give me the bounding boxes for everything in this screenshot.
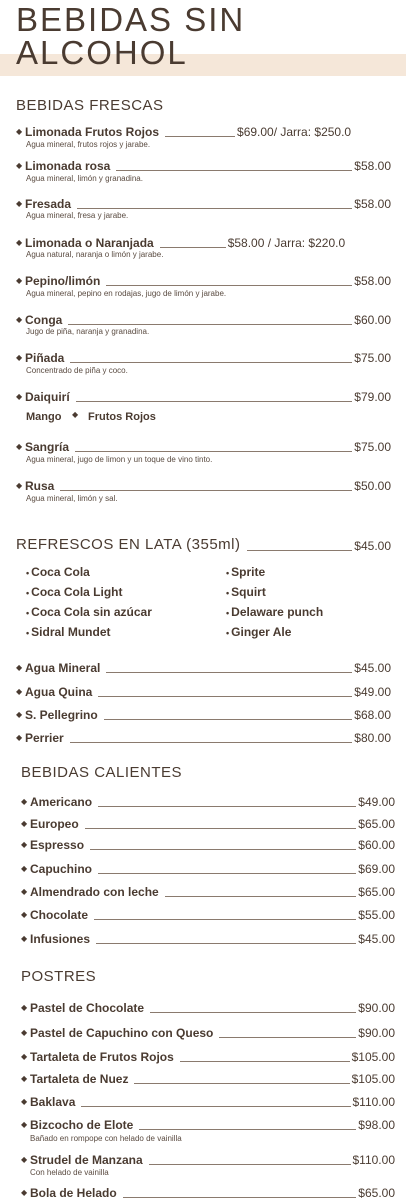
diamond-bullet-icon: ◆ [21, 910, 28, 919]
menu-item [21, 930, 395, 946]
section-title: REFRESCOS EN LATA (355ml) [16, 536, 241, 553]
can-item [26, 625, 111, 639]
leader-line [165, 896, 357, 897]
menu-item [16, 311, 391, 327]
item-description: Agua mineral, fresa y jarabe. [26, 211, 129, 220]
menu-item [21, 999, 395, 1015]
item-price: $49.00 [358, 795, 395, 809]
can-name: Ginger Ale [231, 625, 292, 639]
item-price: $80.00 [354, 731, 391, 745]
item-description: Agua mineral, jugo de limon y un toque de vino tinto. [26, 455, 213, 464]
can-item [226, 605, 323, 619]
can-name: Sidral Mundet [31, 625, 111, 639]
diamond-bullet-icon: ◆ [21, 934, 28, 943]
diamond-bullet-icon: ◆ [21, 887, 28, 896]
diamond-bullet-icon: ◆ [21, 1097, 28, 1106]
item-price: $50.00 [354, 479, 391, 493]
diamond-bullet-icon: ◆ [16, 127, 23, 136]
diamond-bullet-icon: ◆ [16, 687, 23, 696]
title-line-2: ALCOHOL [16, 34, 188, 71]
item-price: $60.00 [354, 313, 391, 327]
leader-line [90, 849, 356, 850]
leader-line [150, 1012, 356, 1013]
leader-line [98, 806, 356, 807]
leader-line [75, 451, 352, 452]
diamond-bullet-icon: ◆ [21, 797, 28, 806]
item-name: Rusa [25, 479, 55, 493]
diamond-bullet-icon: ◆ [21, 1003, 28, 1012]
item-name: Infusiones [30, 932, 91, 946]
item-name: Tartaleta de Frutos Rojos [30, 1050, 174, 1064]
item-description: Agua mineral, limón y granadina. [26, 174, 143, 183]
item-price: $45.00 [354, 661, 391, 675]
diamond-bullet-icon: ◆ [21, 1155, 28, 1164]
leader-line [104, 719, 353, 720]
menu-item [16, 659, 391, 675]
item-description: Agua mineral, frutos rojos y jarabe. [26, 140, 151, 149]
diamond-bullet-icon: ◆ [21, 1052, 28, 1061]
menu-item [21, 793, 395, 809]
item-name: Limonada o Naranjada [25, 236, 154, 250]
diamond-bullet-icon: ◆ [16, 199, 23, 208]
menu-item [21, 860, 395, 876]
menu-item [16, 729, 391, 745]
item-price: $68.00 [354, 708, 391, 722]
menu-item [21, 1024, 395, 1040]
item-name: S. Pellegrino [25, 708, 98, 722]
item-name: Conga [25, 313, 63, 327]
menu-item [21, 1184, 395, 1200]
menu-item [16, 438, 391, 454]
item-name: Sangría [25, 440, 70, 454]
menu-item [16, 123, 388, 139]
item-name: Piñada [25, 351, 65, 365]
leader-line [77, 208, 352, 209]
diamond-bullet-icon: ◆ [16, 710, 23, 719]
item-price: $110.00 [352, 1095, 395, 1109]
item-name: Chocolate [30, 908, 89, 922]
menu-item [16, 388, 391, 404]
menu-item [21, 1116, 395, 1132]
diamond-bullet-icon: ◆ [16, 733, 23, 742]
diamond-bullet-icon: ◆ [16, 353, 23, 362]
item-name: Capuchino [30, 862, 92, 876]
diamond-bullet-icon: ◆ [21, 864, 28, 873]
item-price: $65.00 [358, 817, 395, 831]
leader-line [116, 170, 352, 171]
can-item [26, 585, 123, 599]
menu-item [16, 234, 388, 250]
item-description: Agua natural, naranja o limón y jarabe. [26, 250, 164, 259]
dot-bullet-icon: • [226, 628, 230, 638]
item-price: $98.00 [358, 1118, 395, 1132]
diamond-bullet-icon: ◆ [16, 161, 23, 170]
leader-line [106, 285, 352, 286]
section-heading-lata [16, 535, 391, 553]
can-item [226, 585, 266, 599]
item-description: Agua mineral, limón y sal. [26, 494, 118, 503]
leader-line [106, 672, 352, 673]
section-heading-frescas: BEBIDAS FRESCAS [16, 97, 164, 114]
leader-line [123, 1197, 357, 1198]
item-name: Pepino/limón [25, 274, 101, 288]
diamond-bullet-icon: ◆ [16, 276, 23, 285]
item-name: Bola de Helado [30, 1186, 117, 1200]
can-item [226, 625, 291, 639]
item-name: Baklava [30, 1095, 76, 1109]
item-price: $60.00 [358, 838, 395, 852]
diamond-bullet-icon: ◆ [16, 238, 23, 247]
can-name: Coca Cola sin azúcar [31, 605, 152, 619]
item-price: $69.00/ Jarra: $250.0 [237, 125, 352, 139]
diamond-bullet-icon: ◆ [21, 1188, 28, 1197]
can-item [26, 605, 152, 619]
leader-line [165, 136, 235, 137]
section-heading-calientes: BEBIDAS CALIENTES [21, 764, 183, 781]
leader-line [68, 324, 352, 325]
leader-line [219, 1037, 356, 1038]
dot-bullet-icon: • [26, 588, 30, 598]
item-description: Agua mineral, pepino en rodajas, jugo de limón y jarabe. [26, 289, 227, 298]
leader-line [149, 1164, 351, 1165]
leader-line [180, 1061, 350, 1062]
can-name: Coca Cola Light [31, 585, 123, 599]
daiquiri-flavor: Frutos Rojos [88, 411, 156, 423]
item-price: $79.00 [354, 390, 391, 404]
item-name: Limonada rosa [25, 159, 111, 173]
item-description: Jugo de piña, naranja y granadina. [26, 327, 150, 336]
diamond-bullet-icon: ◆ [21, 840, 28, 849]
item-price: $65.00 [358, 885, 395, 899]
dot-bullet-icon: • [226, 568, 230, 578]
menu-item [21, 883, 395, 899]
daiquiri-flavor: Mango [26, 411, 62, 423]
menu-item [21, 815, 395, 831]
menu-item [16, 349, 391, 365]
diamond-bullet-icon: ◆ [16, 392, 23, 401]
diamond-bullet-icon: ◆ [21, 1074, 28, 1083]
item-price: $90.00 [358, 1001, 395, 1015]
leader-line [94, 919, 356, 920]
item-description: Bañado en rompope con helado de vainilla [30, 1134, 182, 1143]
section-heading-postres: POSTRES [21, 968, 97, 985]
leader-line [81, 1106, 350, 1107]
can-item [26, 565, 90, 579]
item-price: $45.00 [358, 932, 395, 946]
item-name: Strudel de Manzana [30, 1153, 143, 1167]
item-name: Limonada Frutos Rojos [25, 125, 160, 139]
menu-item [21, 1048, 395, 1064]
page-title [16, 3, 245, 69]
diamond-bullet-icon: ◆ [16, 663, 23, 672]
section-price: $45.00 [354, 539, 391, 553]
menu-item [16, 683, 391, 699]
menu-item [21, 1070, 395, 1086]
item-name: Pastel de Capuchino con Queso [30, 1026, 214, 1040]
leader-line [70, 742, 353, 743]
diamond-bullet-icon: ◆ [21, 819, 28, 828]
title-line-1: BEBIDAS SIN [16, 1, 246, 38]
can-item [226, 565, 265, 579]
leader-line [247, 550, 353, 551]
leader-line [98, 696, 352, 697]
item-price: $90.00 [358, 1026, 395, 1040]
item-price: $105.00 [351, 1050, 395, 1064]
menu-item [16, 272, 391, 288]
leader-line [98, 873, 356, 874]
item-price: $105.00 [351, 1072, 395, 1086]
menu-item [21, 1151, 395, 1167]
item-name: Europeo [30, 817, 79, 831]
item-name: Perrier [25, 731, 64, 745]
menu-item [16, 195, 391, 211]
item-price: $55.00 [358, 908, 395, 922]
dot-bullet-icon: • [26, 628, 30, 638]
menu-item [21, 836, 395, 852]
item-name: Bizcocho de Elote [30, 1118, 134, 1132]
item-description: Concentrado de piña y coco. [26, 366, 128, 375]
item-price: $49.00 [354, 685, 391, 699]
leader-line [60, 490, 352, 491]
menu-item [16, 706, 391, 722]
item-name: Daiquirí [25, 390, 70, 404]
item-description: Con helado de vainilla [30, 1168, 109, 1177]
dot-bullet-icon: • [26, 568, 30, 578]
leader-line [139, 1129, 356, 1130]
leader-line [76, 401, 353, 402]
item-name: Tartaleta de Nuez [30, 1072, 129, 1086]
diamond-bullet-icon: ◆ [21, 1120, 28, 1129]
item-price: $58.00 [354, 197, 391, 211]
item-name: Pastel de Chocolate [30, 1001, 145, 1015]
dot-bullet-icon: • [26, 608, 30, 618]
can-name: Delaware punch [231, 605, 324, 619]
leader-line [134, 1083, 349, 1084]
can-name: Squirt [231, 585, 266, 599]
item-name: Espresso [30, 838, 85, 852]
menu-item [21, 1093, 395, 1109]
diamond-bullet-icon: ◆ [16, 442, 23, 451]
item-name: Fresada [25, 197, 72, 211]
diamond-bullet-icon: ◆ [16, 315, 23, 324]
item-price: $58.00 [354, 159, 391, 173]
diamond-bullet-icon: ◆ [21, 1028, 28, 1037]
item-name: Americano [30, 795, 93, 809]
can-name: Coca Cola [31, 565, 90, 579]
can-name: Sprite [231, 565, 266, 579]
leader-line [70, 362, 352, 363]
menu-item [16, 477, 391, 493]
item-name: Agua Mineral [25, 661, 101, 675]
dot-bullet-icon: • [226, 588, 230, 598]
diamond-bullet-icon: ◆ [16, 481, 23, 490]
item-price: $58.00 [354, 274, 391, 288]
menu-item [21, 906, 395, 922]
item-price: $69.00 [358, 862, 395, 876]
dot-bullet-icon: • [226, 608, 230, 618]
item-name: Agua Quina [25, 685, 93, 699]
leader-line [85, 828, 357, 829]
item-name: Almendrado con leche [30, 885, 159, 899]
item-price: $75.00 [354, 440, 391, 454]
leader-line [96, 943, 356, 944]
item-price: $75.00 [354, 351, 391, 365]
menu-item [16, 157, 391, 173]
diamond-separator-icon: ◆ [72, 410, 79, 419]
item-price: $58.00 / Jarra: $220.0 [227, 236, 346, 250]
leader-line [160, 247, 226, 248]
item-price: $110.00 [352, 1153, 395, 1167]
item-price: $65.00 [358, 1186, 395, 1200]
